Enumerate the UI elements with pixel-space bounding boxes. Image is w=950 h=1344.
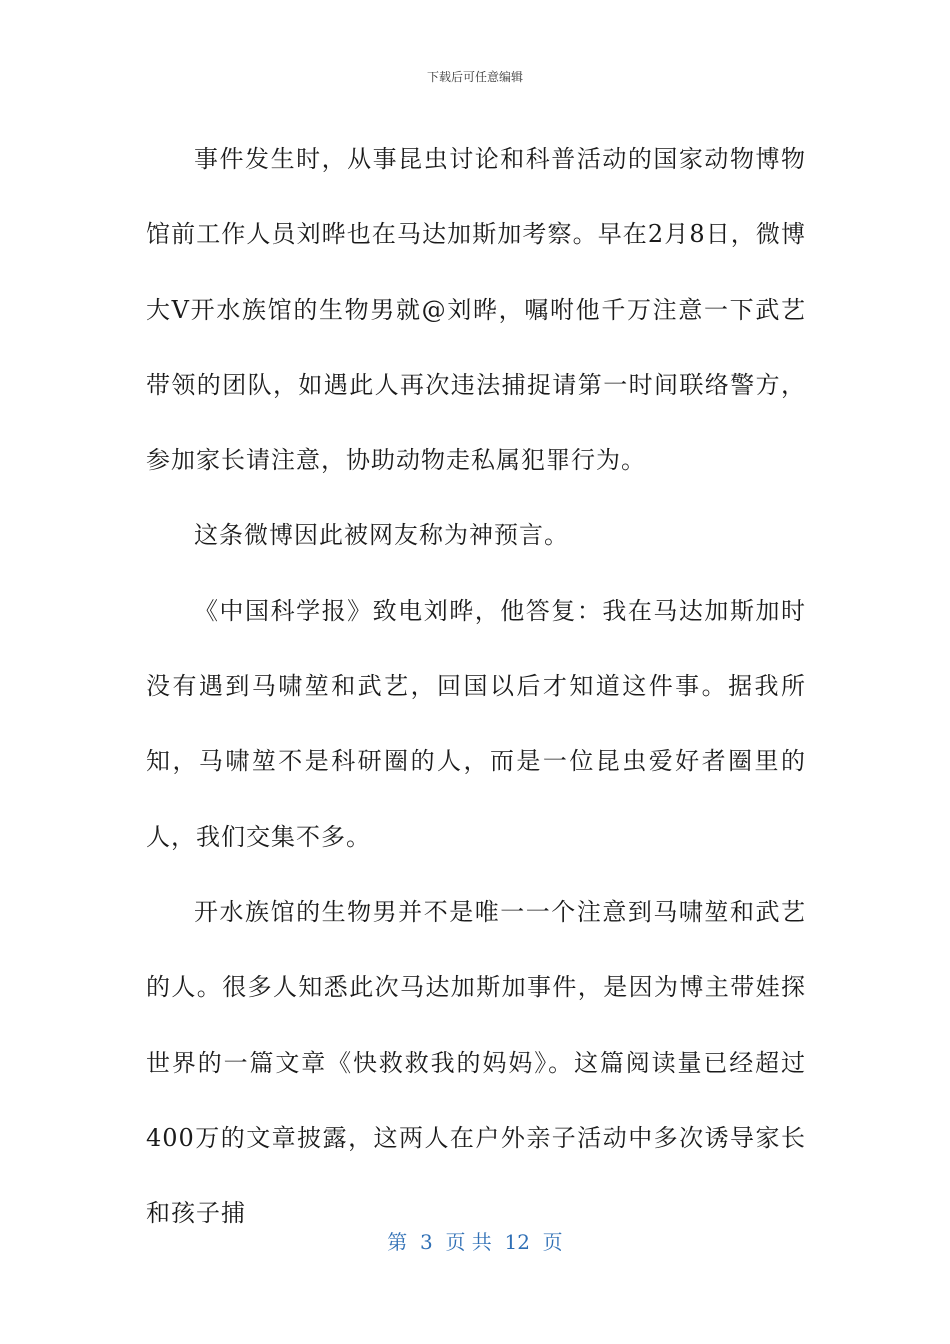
paragraph-2: 这条微博因此被网友称为神预言。 — [194, 521, 569, 550]
page-header: 下载后可任意编辑 — [426, 70, 523, 84]
paragraph-4: 开水族馆的生物男并不是唯一一个注意到马啸堃和武艺的人。很多人知悉此次马达加斯加事件，是因为博主带娃探世界的一篇文章《快救救我的妈妈》。这篇阅读量已经超过400万的文章披露，这两人在户外亲子活动中多次诱导家长和孩子捕 — [146, 897, 806, 1228]
paragraph-3: 《中国科学报》致电刘晔，他答复：我在马达加斯加时没有遇到马啸堃和武艺，回国以后才知道这件事。据我所知，马啸堃不是科研圈的人，而是一位昆虫爱好者圈里的人，我们交集不多。 — [146, 596, 806, 851]
document-body — [146, 122, 806, 1251]
paragraph-1: 事件发生时，从事昆虫讨论和科普活动的国家动物博物馆前工作人员刘晔也在马达加斯加考察。早在2月8日，微博大V开水族馆的生物男就@刘晔，嘱咐他千万注意一下武艺带领的团队，如遇此人再次违法捕捉请第一时间联络警方，参加家长请注意，协助动物走私属犯罪行为。 — [146, 145, 806, 475]
page-footer: 第 3 页 共 12 页 — [387, 1230, 563, 1254]
